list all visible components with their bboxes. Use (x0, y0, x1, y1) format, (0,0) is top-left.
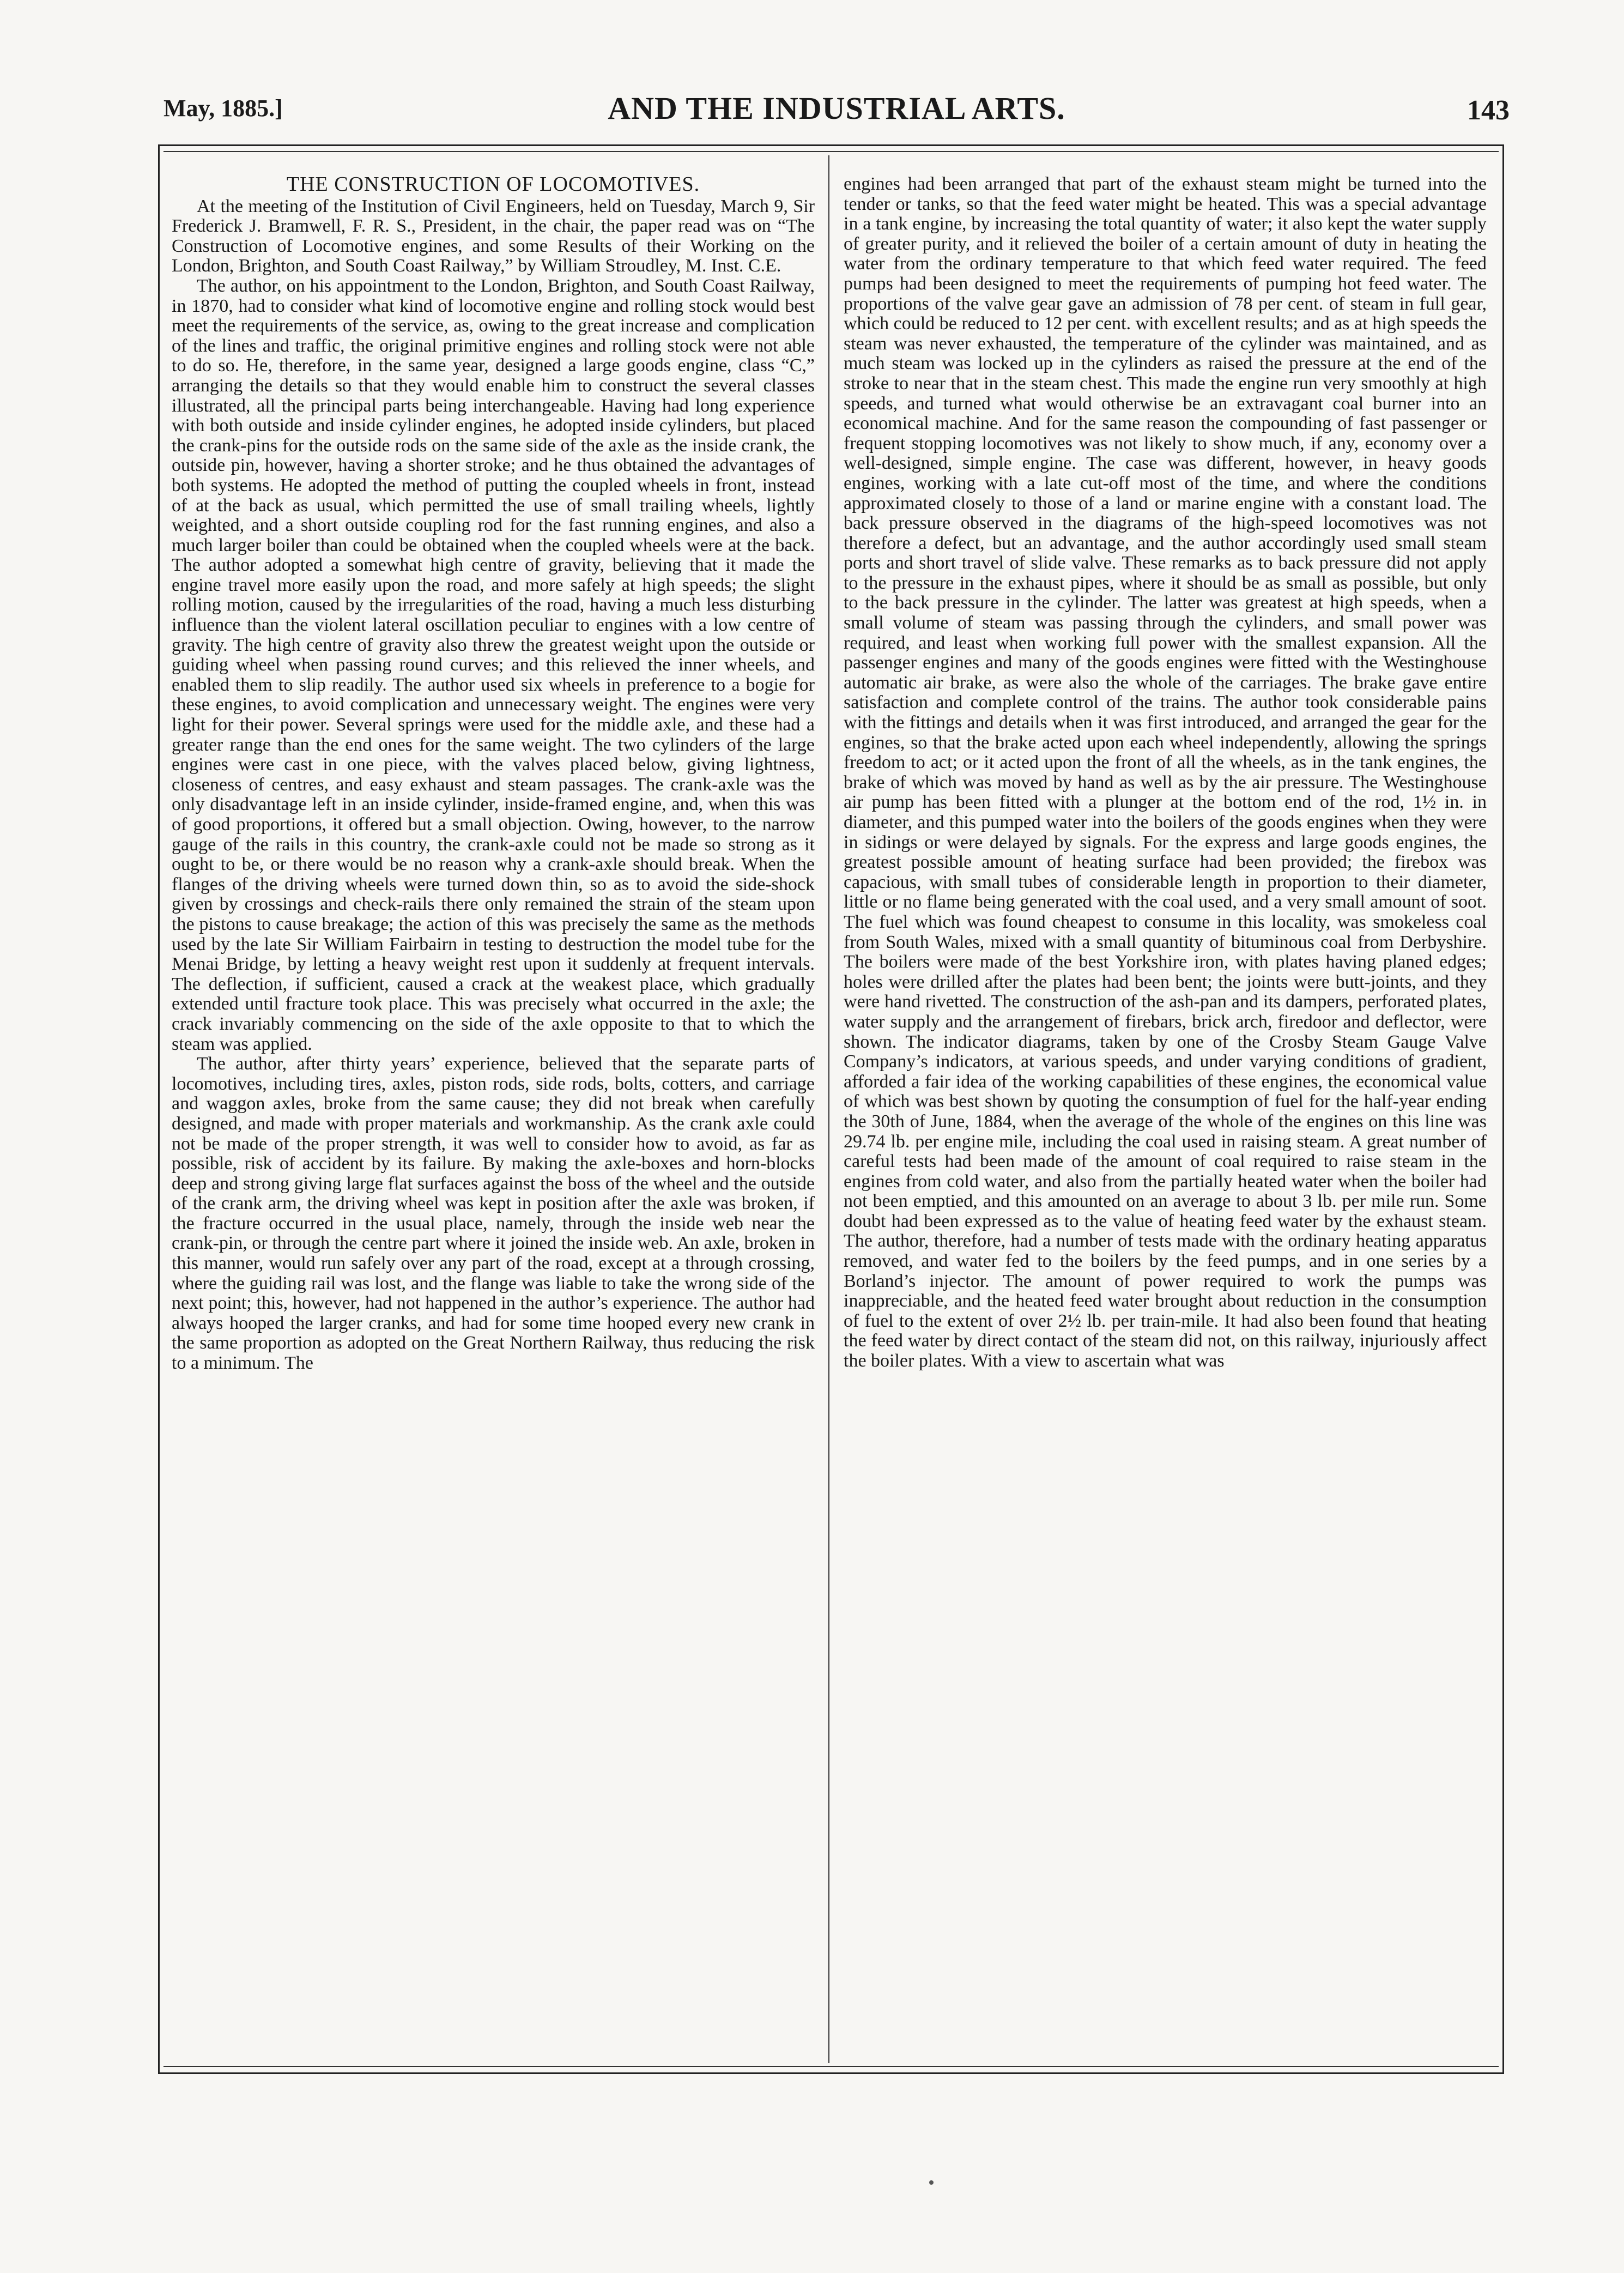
issue-date: May, 1885.] (163, 95, 283, 122)
publication-title: AND THE INDUSTRIAL ARTS. (608, 90, 1065, 126)
ink-speck (929, 2180, 934, 2185)
paragraph: At the meeting of the Institution of Civil Engineers, held on Tuesday, March 9, Sir Frederick J. Bramwell, F. R. S., President, in the chair, the paper read was on “The Construction of Locomotive engines, and some Results of their Working on the London, Brighton, and South Coast Railway,” by William Stroudley, M. Inst. C.E. (172, 196, 815, 276)
paragraph: The author, after thirty years’ experience, believed that the separate parts of locomotives, including tires, axles, piston rods, side rods, bolts, cotters, and carriage and waggon axles, broke from the same cause; they did not break when carefully designed, and made with proper materials and workmanship. As the crank axle could not be made of the proper strength, it was well to consider how to avoid, as far as possible, risk of accident by its failure. By making the axle-boxes and horn-blocks deep and strong giving large flat surfaces against the boss of the wheel and the outside of the crank arm, the driving wheel was kept in position after the axle was broken, if the fracture occurred in the usual place, namely, through the inside web near the crank-pin, or through the centre part where it joined the inside web. An axle, broken in this manner, would run safely over any part of the road, except at a through crossing, where the guiding rail was lost, and the flange was liable to take the wrong side of the next point; this, however, had not happened in the author’s experience. The author had always hooped the larger cranks, and had for some time hooped every new crank in the same proportion as adopted on the Great Northern Railway, thus reducing the risk to a minimum. The (172, 1054, 815, 1374)
running-head (163, 90, 1510, 139)
right-column (844, 174, 1487, 2060)
top-rule (163, 151, 1499, 152)
bottom-rule (163, 2066, 1499, 2067)
left-column (172, 174, 815, 2060)
paragraph: The author, on his appointment to the London, Brighton, and South Coast Railway, in 1870, had to consider what kind of locomotive engine and rolling stock would best meet the requirements of the service, as, owing to the great increase and complication of the lines and traffic, the original primitive engines and rolling stock were not able to do so. He, therefore, in the same year, designed a large goods engine, class “C,” arranging the details so that they would enable him to construct the several classes illustrated, all the principal parts being interchangeable. Having had long experience with both outside and inside cylinder engines, he adopted inside cylinders, but placed the crank-pins for the outside rods on the same side of the axle as the inside crank, the outside pin, however, having a shorter stroke; and he thus obtained the advantages of both systems. He adopted the method of putting the coupled wheels in front, instead of at the back as usual, which permitted the use of small trailing wheels, lightly weighted, and a short outside coupling rod for the fast running engines, and also a much larger boiler than could be obtained when the coupled wheels were at the back. The author adopted a somewhat high centre of gravity, believing that it made the engine travel more easily upon the road, and more safely at high speeds; the slight rolling motion, caused by the irregularities of the road, having a much less disturbing influence than the violent lateral oscillation peculiar to engines with a low centre of gravity. The high centre of gravity also threw the greatest weight upon the outside or guiding wheel when passing round curves; and this relieved the inner wheels, and enabled them to slip readily. The author used six wheels in preference to a bogie for these engines, to avoid complication and unnecessary weight. The engines were very light for their power. Several springs were used for the middle axle, and these had a greater range than the end ones for the same weight. The two cylinders of the large engines were cast in one piece, with the valves placed below, giving lightness, closeness of centres, and easy exhaust and steam passages. The crank-axle was the only disadvantage left in an inside cylinder, inside-framed engine, and, when this was of good proportions, it offered but a small objection. Owing, however, to the narrow gauge of the rails in this country, the crank-axle could not be made so strong as it ought to be, or there would be no reason why a crank-axle should break. When the flanges of the driving wheels were turned down thin, so as to avoid the side-shock given by crossings and check-rails there only remained the strain of the steam upon the pistons to cause breakage; the action of this was precisely the same as the methods used by the late Sir William Fairbairn in testing to destruction the model tube for the Menai Bridge, by letting a heavy weight rest upon it suddenly at frequent intervals. The deflection, if sufficient, caused a crack at the weakest place, which gradually extended until fracture took place. This was precisely what occurred in the axle; the crack invariably commencing on the side of the axle opposite to that to which the steam was applied. (172, 275, 815, 1054)
paragraph: engines had been arranged that part of the exhaust steam might be turned into the tender or tanks, so that the feed water might be heated. This was a special advantage in a tank engine, by increasing the total quantity of water; it also kept the water supply of greater purity, and it relieved the boiler of a certain amount of duty in heating the water from the ordinary temperature to that which feed water required. The feed pumps had been designed to meet the requirements of pumping hot feed water. The proportions of the valve gear gave an admission of 78 per cent. of steam in full gear, which could be reduced to 12 per cent. with excellent results; and as at high speeds the steam was never exhausted, the temperature of the cylinder was maintained, and as much steam was locked up in the cylinders as raised the pressure at the end of the stroke to near that in the steam chest. This made the engine run very smoothly at high speeds, and turned what would otherwise be an extravagant coal burner into an economical machine. And for the same reason the compounding of fast passenger or frequent stopping locomotives was not likely to show much, if any, economy over a well-designed, simple engine. The case was different, however, in heavy goods engines, working with a late cut-off most of the time, and where the conditions approximated closely to those of a land or marine engine with a constant load. The back pressure observed in the diagrams of the high-speed locomotives was not therefore a defect, but an advantage, and the author accordingly used small steam ports and short travel of slide valve. These remarks as to back pressure did not apply to the pressure in the exhaust pipes, where it should be as small as possible, but only to the back pressure in the cylinder. The latter was greatest at high speeds, when a small volume of steam was passing through the cylinders, and small power was required, and least when working full power with the smallest expansion. All the passenger engines and many of the goods engines were fitted with the Westinghouse automatic air brake, as were also the whole of the carriages. The brake gave entire satisfaction and complete control of the trains. The author took considerable pains with the fittings and details when it was first introduced, and arranged the gear for the engines, so that the brake acted upon each wheel independently, allowing the springs freedom to act; or it acted upon the front of all the wheels, as in the tank engines, the brake of which was moved by hand as well as by the air pressure. The Westinghouse air pump has been fitted with a plunger at the bottom end of the rod, 1½ in. in diameter, and this pumped water into the boilers of the goods engines when they were in sidings or were delayed by signals. For the express and large goods engines, the greatest possible amount of heating surface had been provided; the firebox was capacious, with small tubes of considerable length in proportion to their diameter, little or no flame being generated with the coal used, and a very small amount of soot. The fuel which was found cheapest to consume in this locality, was smokeless coal from South Wales, mixed with a small quantity of bituminous coal from Derbyshire. The boilers were made of the best Yorkshire iron, with plates having planed edges; holes were drilled after the plates had been bent; the joints were butt-joints, and they were hand rivetted. The construction of the ash-pan and its dampers, perforated plates, water supply and the arrangement of firebars, brick arch, firedoor and deflector, were shown. The indicator diagrams, taken by one of the Crosby Steam Gauge Valve Company’s indicators, at various speeds, and under varying conditions of gradient, afforded a fair idea of the working capabilities of these engines, the economical value of which was best shown by quoting the consumption of fuel for the half-year ending the 30th of June, 1884, when the average of the whole of the engines on this line was 29.74 lb. per engine mile, including the coal used in raising steam. A great number of careful tests had been made of the amount of coal required to raise steam in the engines from cold water, and also from the partially heated water when the boiler had not been emptied, and this amounted on an average to about 3 lb. per mile run. Some doubt had been expressed as to the value of heating feed water by the exhaust steam. The author, therefore, had a number of tests made with the ordinary heating apparatus removed, and water fed to the boilers by the feed pumps, and in one series by a Borland’s injector. The amount of power required to work the pumps was inappreciable, and the heated feed water brought about reduction in the consumption of fuel to the extent of over 2½ lb. per train-mile. It had also been found that heating the feed water by direct contact of the steam did not, on this railway, injuriously affect the boiler plates. With a view to ascertain what was (844, 174, 1487, 1371)
page-number: 143 (1467, 95, 1510, 126)
column-divider (828, 155, 829, 2063)
article-title: THE CONSTRUCTION OF LOCOMOTIVES. (286, 174, 700, 196)
